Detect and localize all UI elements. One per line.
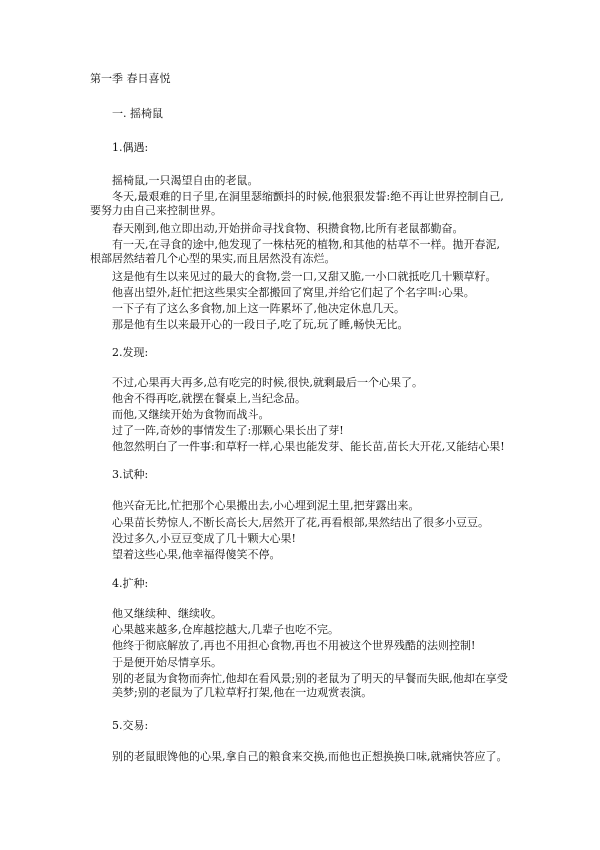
section-heading-5: 5.交易: (112, 719, 149, 732)
chapter-title: 一. 摇椅鼠 (112, 107, 163, 120)
season-title: 第一季 春日喜悦 (90, 72, 171, 85)
paragraph: 别的老鼠为食物而奔忙,他却在看风景;别的老鼠为了明天的早餐而失眠,他却在享受美梦;别的老鼠为了几粒草籽打架,他在一边观赏表演。 (112, 672, 508, 699)
section-heading-4: 4.扩种: (112, 577, 149, 590)
paragraph: 望着这些心果,他幸福得傻笑不停。 (112, 548, 281, 561)
paragraph: 一下子有了这么多食物,加上这一阵累坏了,他决定休息几天。 (112, 302, 405, 315)
paragraph: 摇椅鼠,一只渴望自由的老鼠。 (112, 174, 259, 187)
paragraph: 不过,心果再大再多,总有吃完的时候,很快,就剩最后一个心果了。 (112, 376, 423, 389)
paragraph: 他兴奋无比,忙把那个心果搬出去,小心埋到泥土里,把芽露出来。 (112, 499, 420, 512)
paragraph: 他又继续种、继续收。 (112, 607, 222, 620)
paragraph: 于是便开始尽情享乐。 (112, 656, 222, 669)
paragraph: 他终于彻底解放了,再也不用担心食物,再也不用被这个世界残酷的法则控制! (112, 639, 476, 652)
paragraph: 他喜出望外,赶忙把这些果实全都搬回了窝里,并给它们起了个名字叫:心果。 (112, 286, 475, 299)
paragraph: 过了一阵,奇妙的事情发生了:那颗心果长出了芽! (112, 424, 344, 437)
section-heading-3: 3.试种: (112, 468, 149, 481)
section-heading-1: 1.偶遇: (112, 141, 149, 154)
paragraph: 而他,又继续开始为食物而战斗。 (112, 408, 270, 421)
paragraph: 有一天,在寻食的途中,他发现了一株枯死的植物,和其他的枯草不一样。拋开春泥,根部居然结着几个心型的果实,而且居然没有冻烂。 (90, 238, 500, 265)
paragraph: 没过多久,小豆豆变成了几十颗大心果! (112, 532, 296, 545)
paragraph: 冬天,最艰难的日子里,在洞里瑟缩颤抖的时候,他狠狠发誓:绝不再让世界控制自己,要努力由自己来控制世界。 (90, 190, 504, 217)
paragraph: 别的老鼠眼馋他的心果,拿自己的粮食来交换,而他也正想换换口味,就痛快答应了。 (112, 750, 508, 763)
paragraph: 春天刚到,他立即出动,开始拼命寻找食物、积攒食物,比所有老鼠都勤奋。 (112, 222, 464, 235)
paragraph: 这是他有生以来见过的最大的食物,尝一口,又甜又脆,一小口就抵吃几十颗草籽。 (112, 270, 497, 283)
paragraph: 心果越来越多,仓库越挖越大,几辈子也吃不完。 (112, 623, 339, 636)
paragraph: 他忽然明白了一件事:和草籽一样,心果也能发芽、能长苗,苗长大开花,又能结心果! (112, 440, 505, 453)
section-heading-2: 2.发现: (112, 346, 149, 359)
paragraph: 心果苗长势惊人,不断长高长大,居然开了花,再看根部,果然结出了很多小豆豆。 (112, 516, 489, 529)
paragraph: 那是他有生以来最开心的一段日子,吃了玩,玩了睡,畅快无比。 (112, 318, 409, 331)
paragraph: 他舍不得再吃,就摆在餐桌上,当纪念品。 (112, 392, 306, 405)
